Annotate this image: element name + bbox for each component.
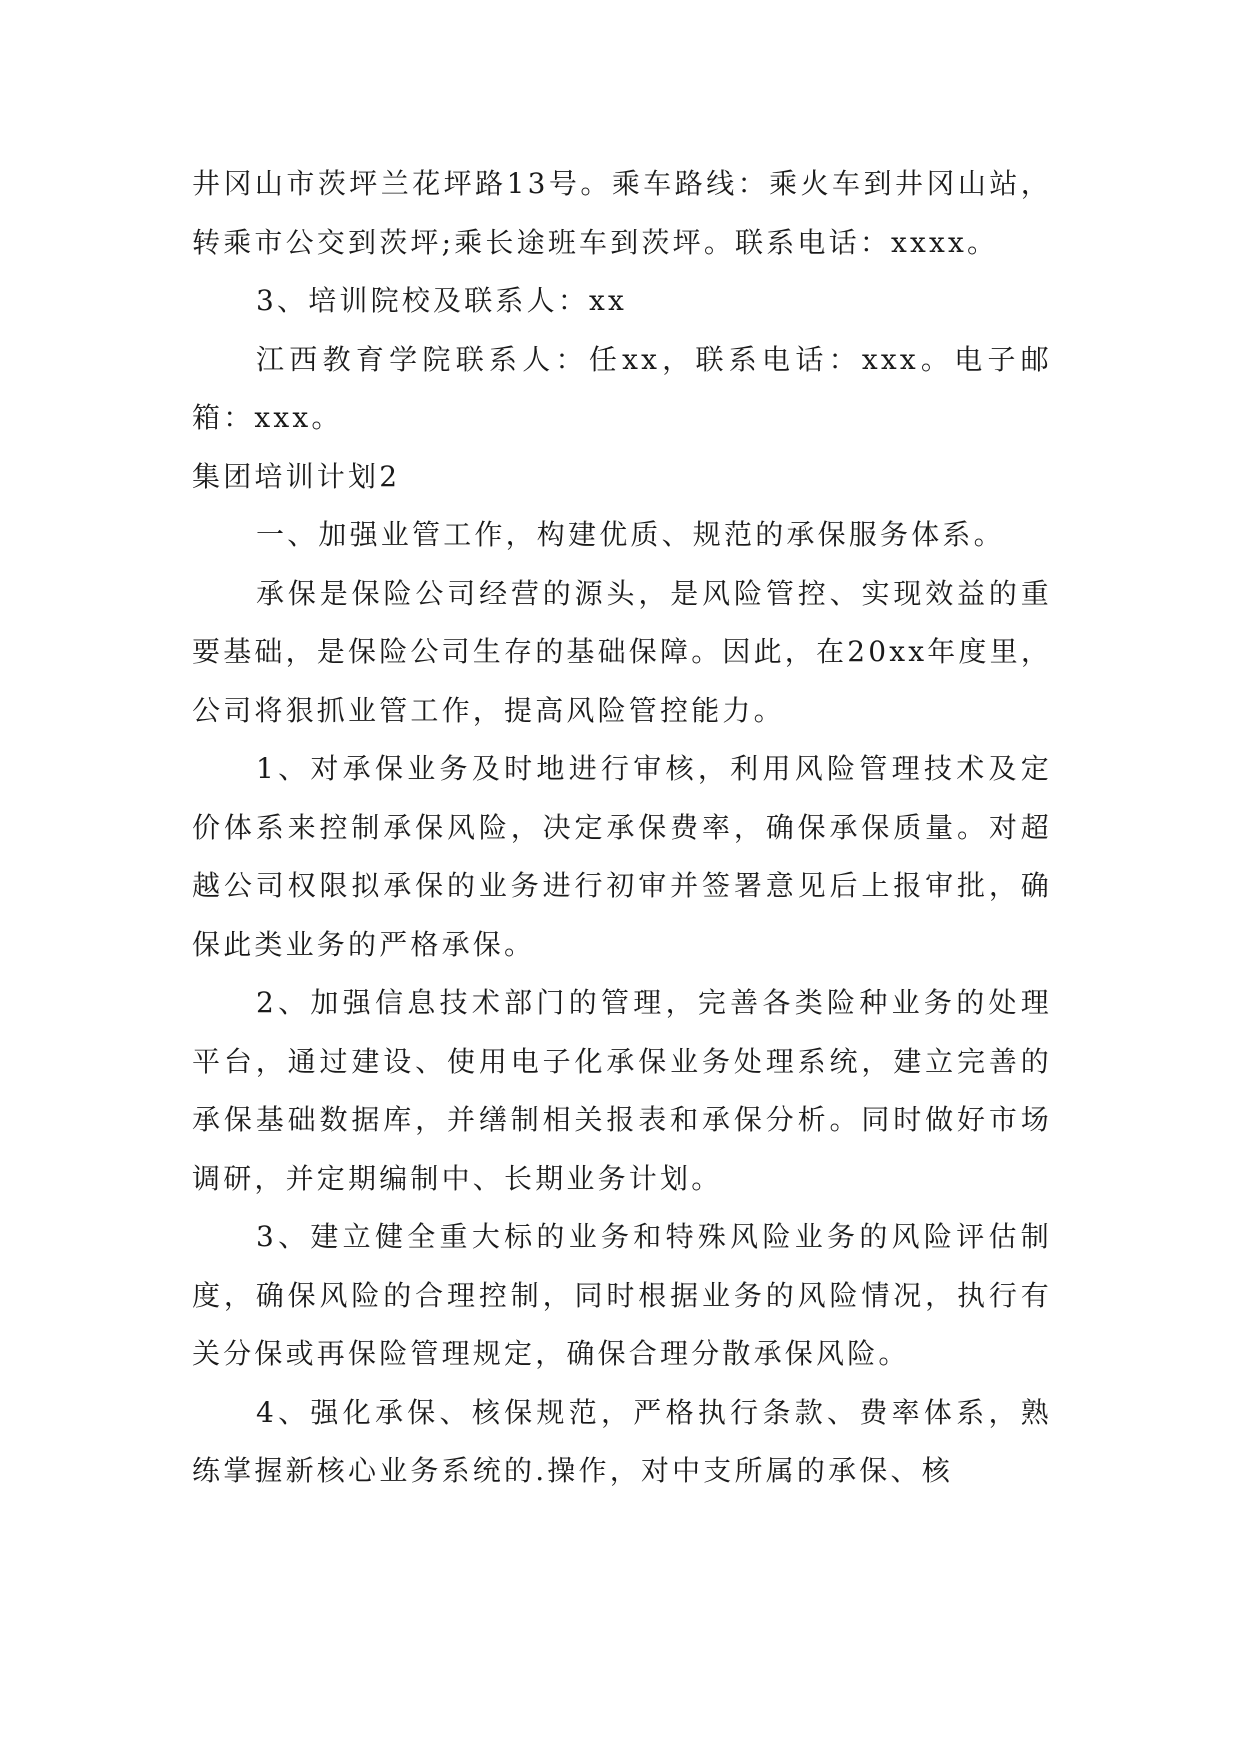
paragraph-item-1: 1、对承保业务及时地进行审核，利用风险管理技术及定价体系来控制承保风险，决定承保费率，确保承保质量。对超越公司权限拟承保的业务进行初审并签署意见后上报审批，确保此类业务的严格承保。 [192,752,1052,961]
paragraph-jiangxi-education-college: 江西教育学院联系人：任xx，联系电话：xxx。电子邮箱：xxx。 [192,342,1052,434]
document-body [192,155,1052,1501]
paragraph-item-3: 3、建立健全重大标的业务和特殊风险业务的风险评估制度，确保风险的合理控制，同时根据业务的风险情况，执行有关分保或再保险管理规定，确保合理分散承保风险。 [192,1220,1052,1370]
section-heading: 集团培训计划2 [192,459,401,493]
paragraph-address-contact: 井冈山市茨坪兰花坪路13号。乘车路线：乘火车到井冈山站，转乘市公交到茨坪;乘长途班车到茨坪。联系电话：xxxx。 [192,167,1052,259]
paragraph-training-school-contact: 3、培训院校及联系人：xx [256,284,627,317]
paragraph-item-4: 4、强化承保、核保规范，严格执行条款、费率体系，熟练掌握新核心业务系统的.操作，对中支所属的承保、核 [192,1395,1052,1487]
paragraph-item-2: 2、加强信息技术部门的管理，完善各类险种业务的处理平台，通过建设、使用电子化承保业务处理系统，建立完善的承保基础数据库，并缮制相关报表和承保分析。同时做好市场调研，并定期编制中、长期业务计划。 [192,986,1052,1195]
paragraph-underwriting-intro: 承保是保险公司经营的源头，是风险管控、实现效益的重要基础，是保险公司生存的基础保障。因此，在20xx年度里，公司将狠抓业管工作，提高风险管控能力。 [192,576,1053,727]
paragraph-section-one-title: 一、加强业管工作，构建优质、规范的承保服务体系。 [256,518,1005,551]
